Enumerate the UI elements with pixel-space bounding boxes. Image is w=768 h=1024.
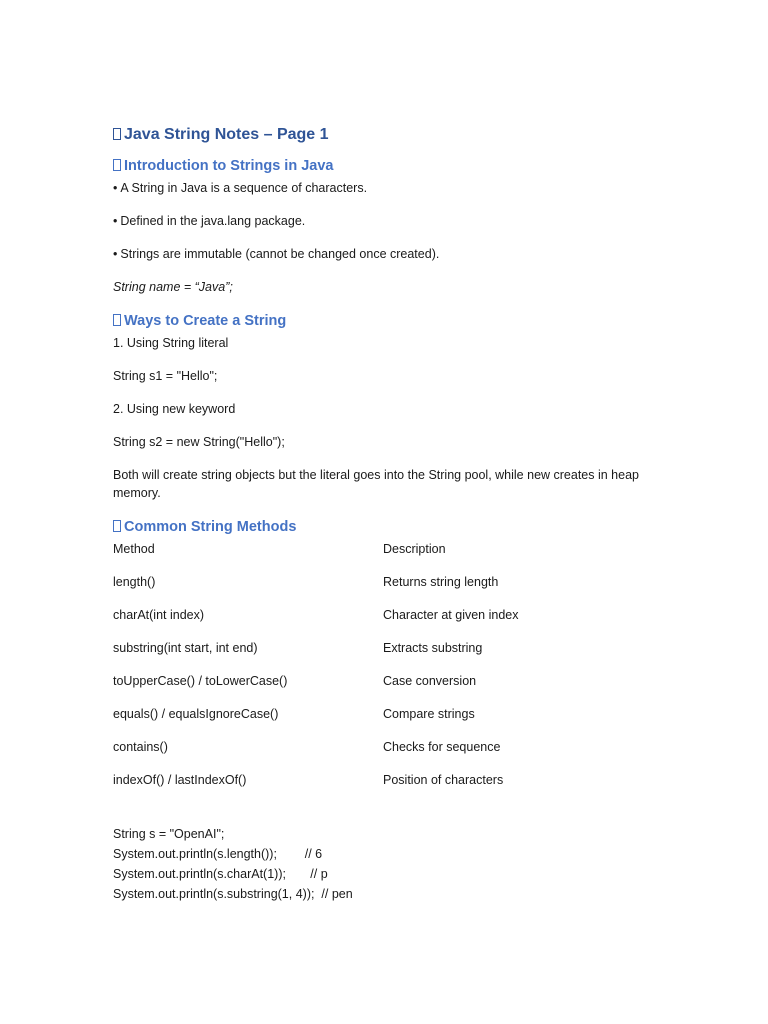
missing-glyph-icon	[113, 159, 121, 171]
methods-heading	[113, 518, 673, 536]
intro-heading	[113, 157, 673, 175]
bullet-dot: •	[113, 214, 118, 228]
create-line: String s2 = new String("Hello");	[113, 435, 285, 449]
intro-heading-text: Introduction to Strings in Java	[124, 158, 334, 174]
method-cell: length()	[113, 575, 156, 589]
bullet-dot: •	[113, 181, 118, 195]
create-line: 1. Using String literal	[113, 336, 229, 350]
description-cell: Returns string length	[383, 575, 499, 589]
column-header-description: Description	[383, 542, 446, 556]
code-line: String s = "OpenAI";	[113, 827, 225, 841]
description-cell: Extracts substring	[383, 641, 483, 655]
column-header-method: Method	[113, 542, 155, 556]
intro-bullet	[113, 179, 673, 197]
table-row	[113, 573, 673, 606]
method-cell: substring(int start, int end)	[113, 641, 258, 655]
method-cell: contains()	[113, 740, 168, 754]
description-cell: Character at given index	[383, 608, 519, 622]
intro-example: String name = “Java”;	[113, 280, 233, 294]
intro-bullet-text: A String in Java is a sequence of characters.	[120, 181, 368, 195]
missing-glyph-icon	[113, 128, 121, 140]
create-explanation: Both will create string objects but the literal goes into the String pool, while new creates in heap memory.	[113, 468, 639, 500]
table-row	[113, 639, 673, 672]
method-cell: equals() / equalsIgnoreCase()	[113, 707, 279, 721]
method-cell: charAt(int index)	[113, 608, 205, 622]
description-cell: Case conversion	[383, 674, 477, 688]
table-row	[113, 705, 673, 738]
intro-bullet-text: Defined in the java.lang package.	[120, 214, 306, 228]
create-line: String s1 = "Hello";	[113, 369, 218, 383]
create-heading-text: Ways to Create a String	[124, 313, 287, 329]
create-heading	[113, 312, 673, 330]
missing-glyph-icon	[113, 520, 121, 532]
description-cell: Compare strings	[383, 707, 475, 721]
document-page	[113, 125, 673, 904]
intro-bullet	[113, 245, 673, 263]
page-title-text: Java String Notes – Page 1	[124, 126, 329, 143]
create-line: 2. Using new keyword	[113, 402, 236, 416]
missing-glyph-icon	[113, 314, 121, 326]
table-row	[113, 771, 673, 804]
table-row	[113, 672, 673, 705]
methods-heading-text: Common String Methods	[124, 519, 297, 535]
method-cell: indexOf() / lastIndexOf()	[113, 773, 247, 787]
table-row	[113, 606, 673, 639]
intro-bullet-text: Strings are immutable (cannot be changed once created).	[120, 247, 440, 261]
code-line: System.out.println(s.length()); // 6	[113, 847, 323, 861]
intro-bullet	[113, 212, 673, 230]
code-line: System.out.println(s.charAt(1)); // p	[113, 867, 328, 881]
method-cell: toUpperCase() / toLowerCase()	[113, 674, 288, 688]
code-line: System.out.println(s.substring(1, 4)); // pen	[113, 887, 353, 901]
bullet-dot: •	[113, 247, 118, 261]
table-header-row	[113, 540, 673, 573]
description-cell: Position of characters	[383, 773, 504, 787]
description-cell: Checks for sequence	[383, 740, 501, 754]
table-row	[113, 738, 673, 771]
methods-table	[113, 540, 673, 804]
page-title	[113, 125, 673, 145]
